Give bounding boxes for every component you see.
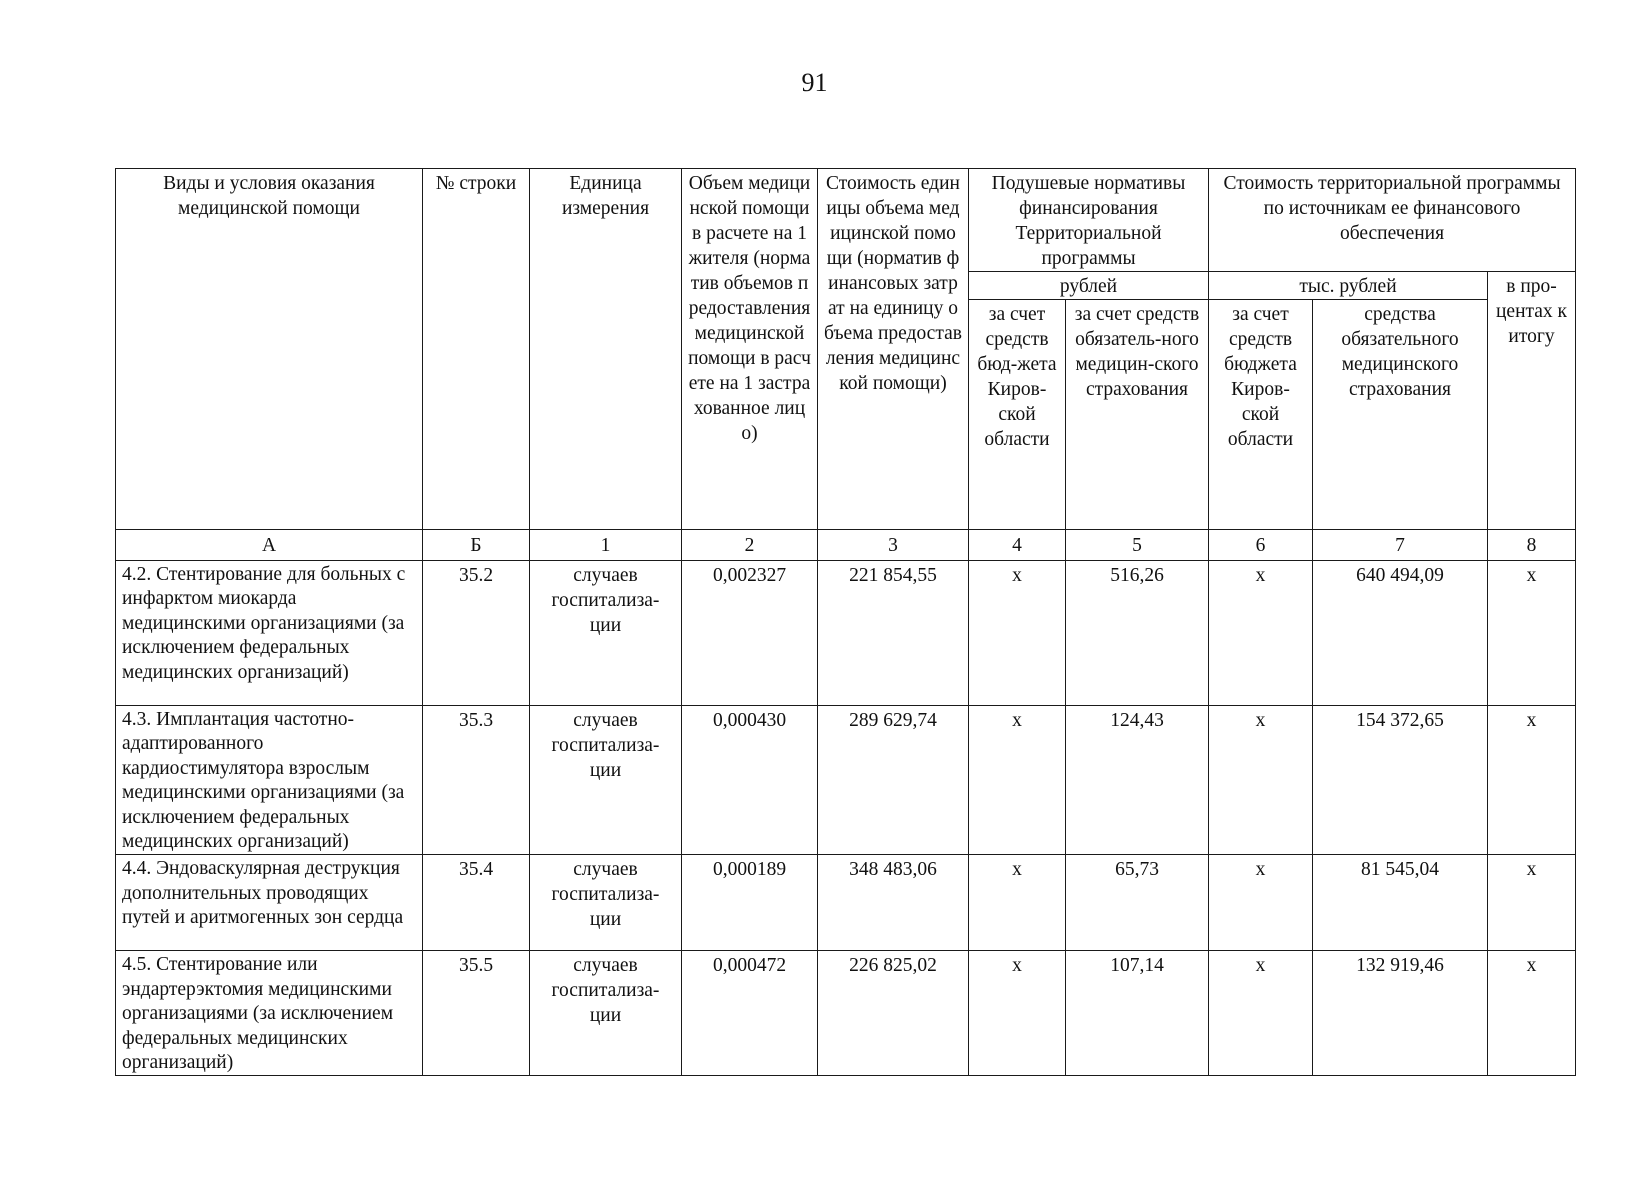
column-number: 7	[1313, 530, 1488, 561]
row-percent: х	[1488, 561, 1576, 706]
row-budget-per-capita: х	[969, 951, 1066, 1076]
row-budget-total: х	[1209, 951, 1313, 1076]
row-oms-total: 640 494,09	[1313, 561, 1488, 706]
row-unit: случаев госпитализа-ции	[530, 706, 682, 855]
row-unit-cost: 221 854,55	[818, 561, 969, 706]
row-oms-total: 154 372,65	[1313, 706, 1488, 855]
financing-table	[115, 168, 1576, 1076]
header-col-4: за счет средств бюд-жета Киров-ской области	[969, 300, 1066, 530]
header-row-1	[116, 169, 1576, 272]
row-oms-per-capita: 516,26	[1066, 561, 1209, 706]
row-budget-per-capita: х	[969, 855, 1066, 951]
row-unit: случаев госпитализа-ции	[530, 561, 682, 706]
row-line-number: 35.5	[423, 951, 530, 1076]
header-group-cost: Стоимость территориальной программы по источникам ее финансового обеспечения	[1209, 169, 1576, 272]
row-name: 4.3. Имплантация частотно-адаптированного кардиостимулятора взрослым медицинскими организациями (за исключением федеральных медицинских организаций)	[116, 706, 423, 855]
row-percent: х	[1488, 706, 1576, 855]
header-col-2: Объем медицинской помощи в расчете на 1 жителя (норматив объемов предоставления медицинской помощи в расчете на 1 застрахованное лицо)	[682, 169, 818, 530]
row-unit-cost: 348 483,06	[818, 855, 969, 951]
header-col-8: в про-центах к итогу	[1488, 272, 1576, 530]
row-budget-total: х	[1209, 561, 1313, 706]
table-row	[116, 855, 1576, 951]
header-col-7: средства обязательного медицинского страхования	[1313, 300, 1488, 530]
header-col-b: № строки	[423, 169, 530, 530]
row-oms-total: 81 545,04	[1313, 855, 1488, 951]
column-number: А	[116, 530, 423, 561]
column-number: 8	[1488, 530, 1576, 561]
row-line-number: 35.2	[423, 561, 530, 706]
table-row	[116, 561, 1576, 706]
column-number: 3	[818, 530, 969, 561]
header-group-per-capita: Подушевые нормативы финансирования Территориальной программы	[969, 169, 1209, 272]
row-name: 4.2. Стентирование для больных с инфарктом миокарда медицинскими организациями (за исключением федеральных медицинских организаций)	[116, 561, 423, 706]
column-number: 6	[1209, 530, 1313, 561]
row-percent: х	[1488, 855, 1576, 951]
header-col-3: Стоимость единицы объема медицинской помощи (норматив финансовых затрат на единицу объема предоставления медицинской помощи)	[818, 169, 969, 530]
header-col-6: за счет средств бюджета Киров-ской области	[1209, 300, 1313, 530]
header-unit-thousand-rub: тыс. рублей	[1209, 272, 1488, 300]
row-budget-total: х	[1209, 706, 1313, 855]
row-oms-total: 132 919,46	[1313, 951, 1488, 1076]
column-number: 2	[682, 530, 818, 561]
column-number: Б	[423, 530, 530, 561]
header-col-1: Единица измерения	[530, 169, 682, 530]
row-budget-total: х	[1209, 855, 1313, 951]
row-line-number: 35.3	[423, 706, 530, 855]
header-unit-rub: рублей	[969, 272, 1209, 300]
row-oms-per-capita: 124,43	[1066, 706, 1209, 855]
row-unit-cost: 226 825,02	[818, 951, 969, 1076]
header-col-5: за счет средств обязатель-ного медицин-ского страхования	[1066, 300, 1209, 530]
table-row	[116, 951, 1576, 1076]
row-percent: х	[1488, 951, 1576, 1076]
row-name: 4.4. Эндоваскулярная деструкция дополнительных проводящих путей и аритмогенных зон сердца	[116, 855, 423, 951]
row-oms-per-capita: 107,14	[1066, 951, 1209, 1076]
row-volume: 0,000472	[682, 951, 818, 1076]
row-budget-per-capita: х	[969, 561, 1066, 706]
column-numbers-row	[116, 530, 1576, 561]
column-number: 1	[530, 530, 682, 561]
column-number: 4	[969, 530, 1066, 561]
row-name: 4.5. Стентирование или эндартерэктомия медицинскими организациями (за исключением федеральных медицинских организаций)	[116, 951, 423, 1076]
row-oms-per-capita: 65,73	[1066, 855, 1209, 951]
header-col-a: Виды и условия оказания медицинской помощи	[116, 169, 423, 530]
row-line-number: 35.4	[423, 855, 530, 951]
column-number: 5	[1066, 530, 1209, 561]
row-volume: 0,000430	[682, 706, 818, 855]
table-row	[116, 706, 1576, 855]
row-volume: 0,000189	[682, 855, 818, 951]
row-unit-cost: 289 629,74	[818, 706, 969, 855]
row-unit: случаев госпитализа-ции	[530, 951, 682, 1076]
page-number: 91	[801, 68, 828, 97]
row-budget-per-capita: х	[969, 706, 1066, 855]
row-volume: 0,002327	[682, 561, 818, 706]
row-unit: случаев госпитализа-ции	[530, 855, 682, 951]
